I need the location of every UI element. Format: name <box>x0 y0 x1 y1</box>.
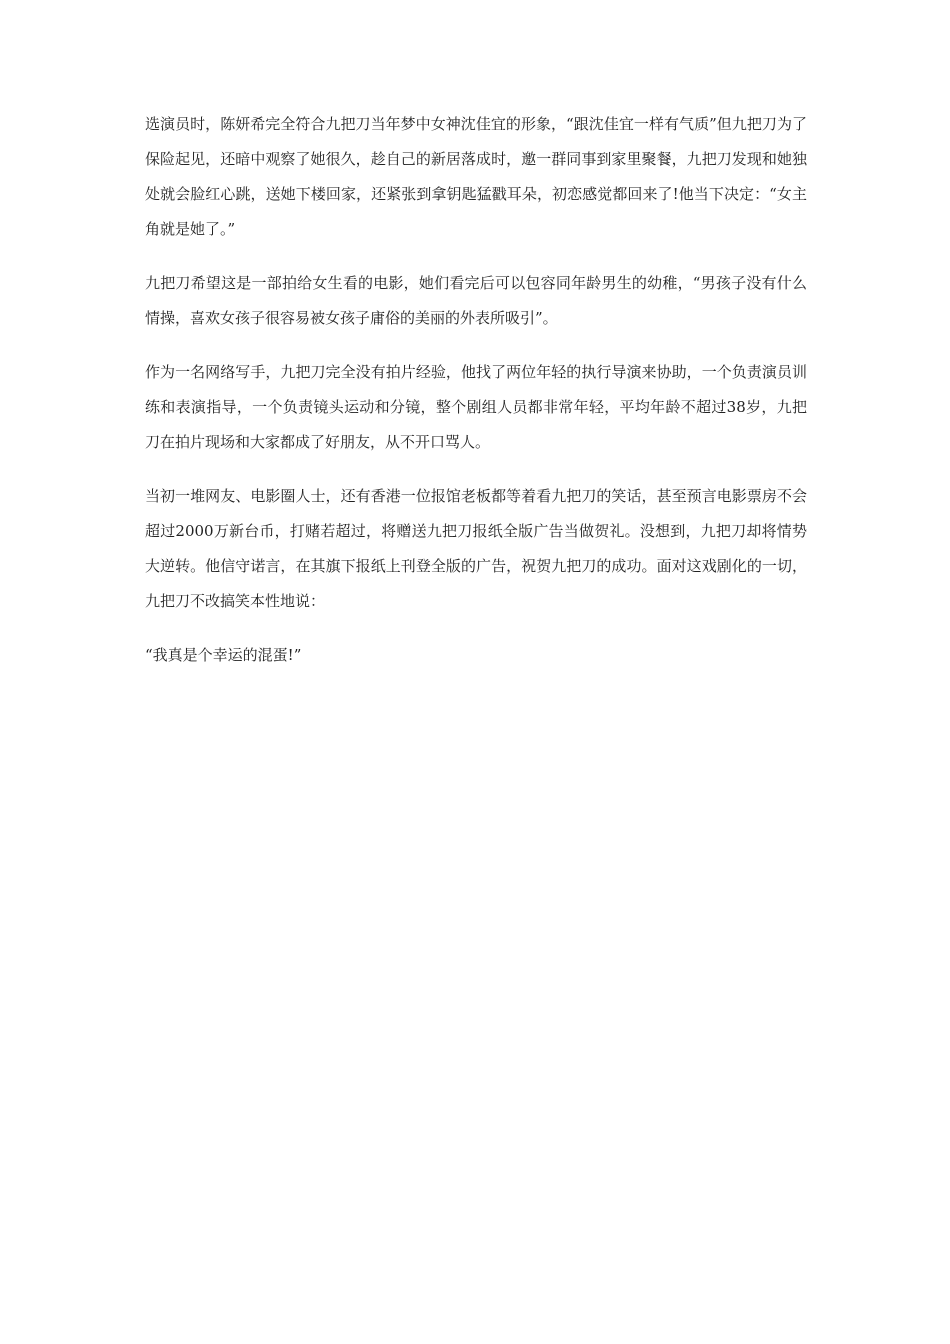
document-body <box>145 107 807 673</box>
paragraph-box-office: 当初一堆网友、电影圈人士，还有香港一位报馆老板都等着看九把刀的笑话，甚至预言电影票房不会超过2000万新台币，打赌若超过，将赠送九把刀报纸全版广告当做贺礼。没想到，九把刀却将情势大逆转。他信守诺言，在其旗下报纸上刊登全版的广告，祝贺九把刀的成功。面对这戏剧化的一切，九把刀不改搞笑本性地说： <box>145 487 807 610</box>
paragraph-crew: 作为一名网络写手，九把刀完全没有拍片经验，他找了两位年轻的执行导演来协助，一个负责演员训练和表演指导，一个负责镜头运动和分镜，整个剧组人员都非常年轻，平均年龄不超过38岁，九把刀在拍片现场和大家都成了好朋友，从不开口骂人。 <box>145 363 807 451</box>
paragraph-audience: 九把刀希望这是一部拍给女生看的电影，她们看完后可以包容同年龄男生的幼稚，“男孩子没有什么情操，喜欢女孩子很容易被女孩子庸俗的美丽的外表所吸引”。 <box>145 274 807 327</box>
paragraph-quote: “我真是个幸运的混蛋!” <box>145 646 302 664</box>
paragraph-casting: 选演员时，陈妍希完全符合九把刀当年梦中女神沈佳宜的形象，“跟沈佳宜一样有气质”但九把刀为了保险起见，还暗中观察了她很久，趁自己的新居落成时，邀一群同事到家里聚餐，九把刀发现和她独处就会脸红心跳，送她下楼回家，还紧张到拿钥匙猛戳耳朵，初恋感觉都回来了!他当下决定：“女主角就是她了。” <box>145 115 807 238</box>
